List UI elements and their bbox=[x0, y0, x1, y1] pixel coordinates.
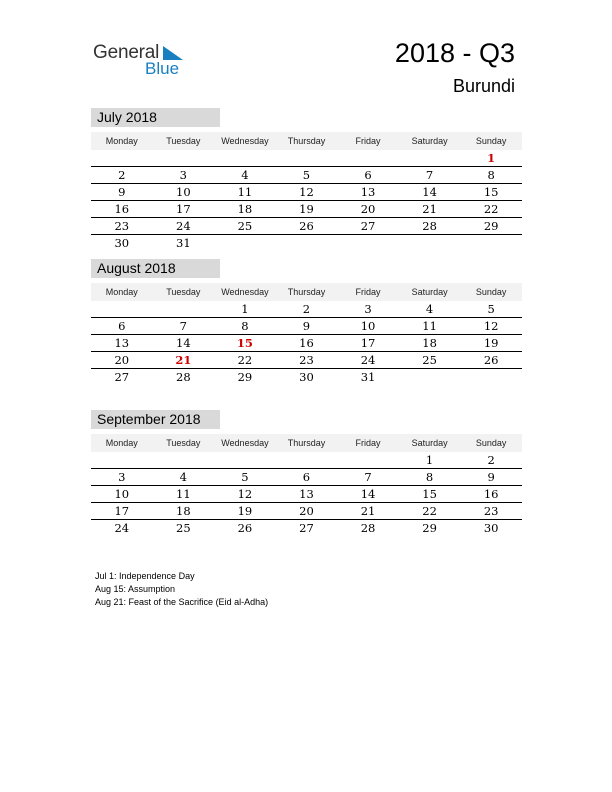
week-row bbox=[91, 503, 522, 520]
day-cell: 4 bbox=[241, 168, 249, 182]
day-cell: 6 bbox=[302, 470, 311, 484]
day-cell: 6 bbox=[364, 168, 372, 182]
day-cell: 15 bbox=[483, 185, 499, 199]
week-row bbox=[91, 167, 522, 184]
day-cell: 21 bbox=[360, 504, 376, 518]
day-cell bbox=[91, 150, 153, 166]
day-cell: 28 bbox=[176, 370, 191, 384]
weekday-label: Sunday bbox=[475, 136, 507, 146]
day-cell: 14 bbox=[422, 185, 437, 199]
day-cell: 15 bbox=[236, 336, 253, 350]
weekday-label: Friday bbox=[355, 287, 381, 297]
day-cell: 19 bbox=[483, 336, 499, 350]
weekday-label: Monday bbox=[105, 438, 138, 448]
day-cell: 26 bbox=[237, 521, 253, 535]
holiday-note: Aug 15: Assumption bbox=[95, 584, 176, 594]
weekday-label: Saturday bbox=[411, 136, 448, 146]
day-cell: 10 bbox=[360, 319, 376, 333]
day-cell: 19 bbox=[237, 504, 253, 518]
weekday-label: Friday bbox=[355, 438, 381, 448]
week-row bbox=[91, 335, 522, 352]
day-cell: 17 bbox=[176, 202, 191, 216]
day-cell: 2 bbox=[118, 168, 126, 182]
day-cell: 15 bbox=[422, 487, 437, 501]
day-cell: 25 bbox=[422, 353, 437, 367]
day-cell bbox=[214, 150, 276, 166]
day-cell: 26 bbox=[299, 219, 314, 233]
day-cell bbox=[399, 235, 461, 251]
day-cell: 5 bbox=[241, 470, 249, 484]
day-cell: 12 bbox=[237, 487, 253, 501]
day-cell: 5 bbox=[487, 302, 495, 316]
week-row bbox=[91, 352, 522, 369]
day-cell bbox=[276, 452, 338, 468]
day-cell: 31 bbox=[360, 370, 376, 384]
day-cell: 24 bbox=[114, 521, 130, 535]
day-cell bbox=[276, 150, 338, 166]
day-cell: 8 bbox=[425, 470, 434, 484]
day-cell: 27 bbox=[299, 521, 314, 535]
day-cell bbox=[91, 452, 153, 468]
day-cell: 24 bbox=[360, 353, 376, 367]
weekday-label: Wednesday bbox=[221, 287, 269, 297]
weekday-label: Wednesday bbox=[221, 438, 269, 448]
day-cell: 7 bbox=[425, 168, 434, 182]
day-cell: 23 bbox=[483, 504, 499, 518]
day-cell bbox=[153, 301, 215, 317]
day-cell: 22 bbox=[422, 504, 437, 518]
day-cell bbox=[460, 235, 522, 251]
day-cell: 13 bbox=[299, 487, 314, 501]
day-cell: 4 bbox=[425, 302, 434, 316]
month-august bbox=[91, 259, 522, 385]
day-cell: 22 bbox=[483, 202, 499, 216]
day-cell: 30 bbox=[299, 370, 314, 384]
day-cell: 13 bbox=[360, 185, 376, 199]
weekday-label: Saturday bbox=[411, 287, 448, 297]
day-cell: 9 bbox=[118, 185, 126, 199]
week-row bbox=[91, 318, 522, 335]
week-row bbox=[91, 469, 522, 486]
flag-logo-icon bbox=[163, 46, 183, 60]
country-name: Burundi bbox=[452, 76, 515, 96]
day-cell: 29 bbox=[237, 370, 253, 384]
day-cell: 22 bbox=[237, 353, 253, 367]
day-cell: 29 bbox=[422, 521, 437, 535]
day-cell: 14 bbox=[176, 336, 191, 350]
day-cell: 20 bbox=[299, 504, 314, 518]
day-cell: 12 bbox=[483, 319, 499, 333]
day-cell: 16 bbox=[483, 487, 499, 501]
month-title: September 2018 bbox=[91, 410, 220, 429]
week-row bbox=[91, 520, 522, 536]
day-cell: 13 bbox=[114, 336, 130, 350]
weekday-label: Tuesday bbox=[166, 438, 201, 448]
week-row bbox=[91, 201, 522, 218]
weekday-label: Monday bbox=[105, 287, 138, 297]
day-cell: 23 bbox=[114, 219, 130, 233]
week-row bbox=[91, 150, 522, 167]
day-cell bbox=[214, 235, 276, 251]
day-cell: 1 bbox=[241, 302, 249, 316]
week-row bbox=[91, 486, 522, 503]
day-cell: 11 bbox=[422, 319, 437, 333]
day-cell bbox=[399, 369, 461, 385]
day-cell: 30 bbox=[483, 521, 499, 535]
day-cell: 29 bbox=[483, 219, 499, 233]
weekday-label: Thursday bbox=[287, 287, 326, 297]
day-cell bbox=[337, 235, 399, 251]
day-cell: 7 bbox=[179, 319, 187, 333]
day-cell: 3 bbox=[364, 302, 372, 316]
weekday-header-row bbox=[91, 132, 522, 150]
day-cell: 18 bbox=[237, 202, 253, 216]
day-cell: 9 bbox=[487, 470, 495, 484]
week-row bbox=[91, 218, 522, 235]
weekday-label: Sunday bbox=[475, 287, 507, 297]
month-title: August 2018 bbox=[91, 259, 220, 278]
holiday-notes bbox=[95, 570, 268, 609]
day-cell: 28 bbox=[360, 521, 376, 535]
day-cell: 19 bbox=[299, 202, 314, 216]
day-cell bbox=[214, 452, 276, 468]
day-cell: 6 bbox=[118, 319, 126, 333]
day-cell: 28 bbox=[422, 219, 437, 233]
day-cell: 5 bbox=[302, 168, 311, 182]
weekday-label: Saturday bbox=[411, 438, 448, 448]
day-cell: 7 bbox=[364, 470, 372, 484]
day-cell bbox=[337, 452, 399, 468]
day-cell: 20 bbox=[114, 353, 130, 367]
weekday-label: Monday bbox=[105, 136, 138, 146]
day-cell: 3 bbox=[179, 168, 187, 182]
week-row bbox=[91, 235, 522, 251]
day-cell: 21 bbox=[175, 353, 192, 367]
day-cell: 1 bbox=[425, 453, 434, 467]
day-cell: 18 bbox=[422, 336, 437, 350]
week-row bbox=[91, 452, 522, 469]
holiday-note: Jul 1: Independence Day bbox=[95, 571, 195, 581]
day-cell bbox=[399, 150, 461, 166]
day-cell: 20 bbox=[360, 202, 376, 216]
month-title: July 2018 bbox=[91, 108, 220, 127]
day-cell: 10 bbox=[114, 487, 130, 501]
weekday-label: Tuesday bbox=[166, 136, 201, 146]
weekday-label: Thursday bbox=[287, 438, 326, 448]
day-cell: 30 bbox=[114, 236, 130, 250]
day-cell: 26 bbox=[483, 353, 499, 367]
day-cell bbox=[460, 369, 522, 385]
weekday-label: Thursday bbox=[287, 136, 326, 146]
day-cell: 25 bbox=[176, 521, 191, 535]
day-cell: 11 bbox=[237, 185, 253, 199]
day-cell: 8 bbox=[241, 319, 249, 333]
weekday-label: Tuesday bbox=[166, 287, 201, 297]
day-cell bbox=[153, 452, 215, 468]
day-cell: 24 bbox=[176, 219, 191, 233]
day-cell: 27 bbox=[114, 370, 130, 384]
day-cell: 8 bbox=[487, 168, 495, 182]
day-cell: 31 bbox=[176, 236, 191, 250]
day-cell: 27 bbox=[360, 219, 376, 233]
day-cell: 25 bbox=[237, 219, 253, 233]
logo-text-general: General bbox=[93, 42, 160, 63]
holiday-note: Aug 21: Feast of the Sacrifice (Eid al-Adha) bbox=[95, 597, 269, 607]
day-cell: 12 bbox=[299, 185, 314, 199]
page-title: 2018 - Q3 bbox=[394, 38, 515, 68]
day-cell: 17 bbox=[360, 336, 376, 350]
day-cell bbox=[337, 150, 399, 166]
day-cell bbox=[153, 150, 215, 166]
week-row bbox=[91, 301, 522, 318]
day-cell: 14 bbox=[360, 487, 376, 501]
day-cell bbox=[91, 301, 153, 317]
day-cell: 10 bbox=[176, 185, 191, 199]
weekday-header-row bbox=[91, 434, 522, 452]
day-cell: 2 bbox=[302, 302, 311, 316]
weekday-label: Wednesday bbox=[221, 136, 269, 146]
weekday-header-row bbox=[91, 283, 522, 301]
day-cell: 2 bbox=[487, 453, 495, 467]
day-cell bbox=[276, 235, 338, 251]
weekday-label: Friday bbox=[355, 136, 381, 146]
month-july bbox=[91, 108, 522, 251]
month-september bbox=[91, 410, 522, 536]
day-cell: 23 bbox=[299, 353, 314, 367]
weekday-label: Sunday bbox=[475, 438, 507, 448]
day-cell: 3 bbox=[118, 470, 126, 484]
day-cell: 9 bbox=[302, 319, 311, 333]
week-row bbox=[91, 184, 522, 201]
day-cell: 16 bbox=[299, 336, 314, 350]
logo bbox=[93, 42, 203, 82]
day-cell: 1 bbox=[487, 151, 496, 165]
day-cell: 21 bbox=[422, 202, 437, 216]
day-cell: 18 bbox=[176, 504, 191, 518]
day-cell: 4 bbox=[179, 470, 187, 484]
day-cell: 16 bbox=[114, 202, 130, 216]
week-row bbox=[91, 369, 522, 385]
day-cell: 17 bbox=[114, 504, 130, 518]
logo-text-blue: Blue bbox=[145, 59, 180, 78]
day-cell: 11 bbox=[176, 487, 191, 501]
